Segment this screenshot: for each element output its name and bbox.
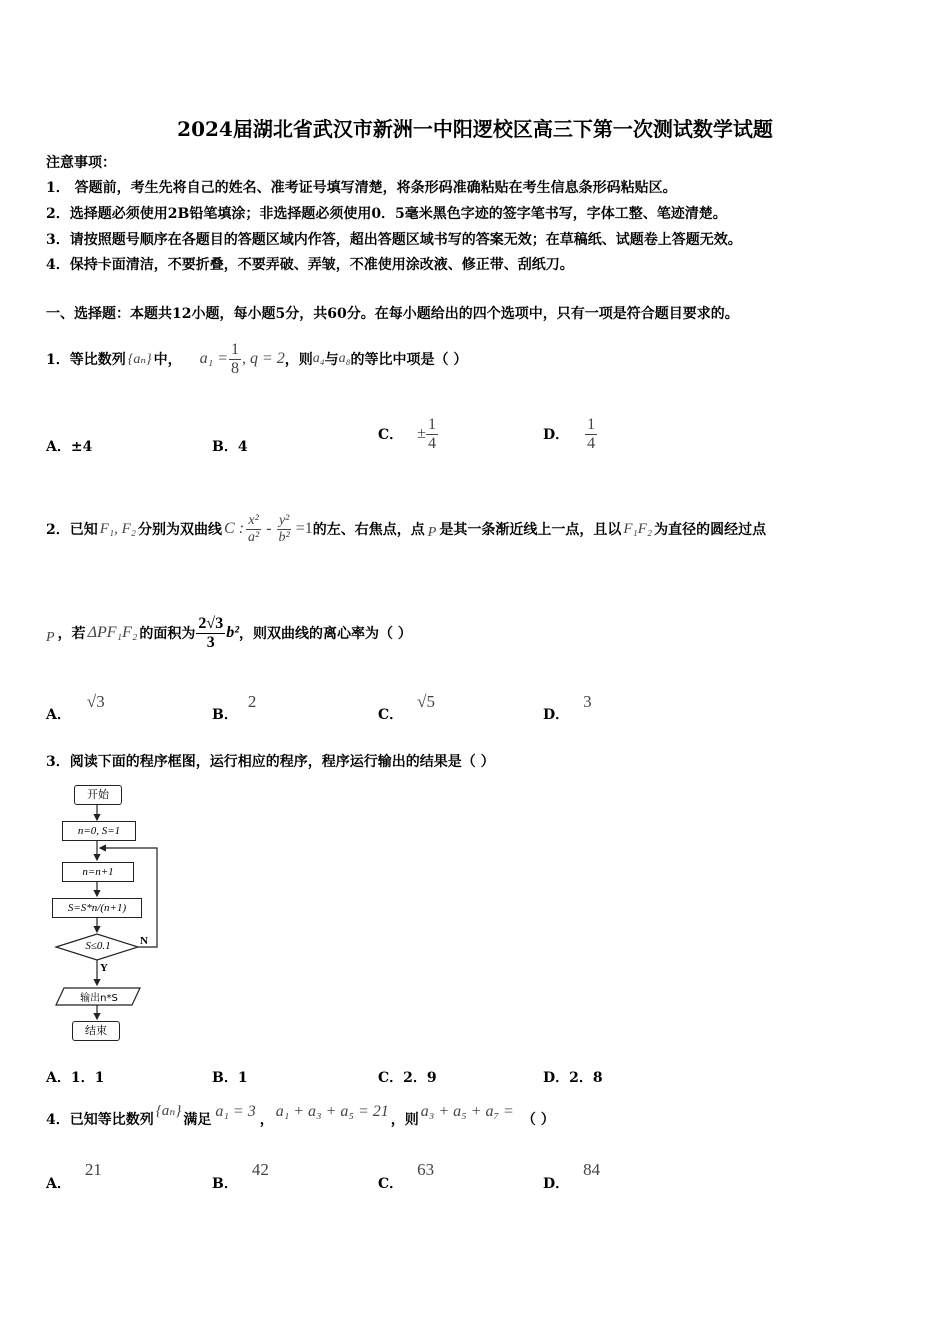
notes-header: 注意事项： bbox=[46, 155, 116, 171]
q3-option-a[interactable]: A．1．1 bbox=[46, 1070, 105, 1086]
q2-option-a[interactable] bbox=[46, 692, 105, 724]
q4-cond-2: a₁ + a₃ + a₅ = 21 bbox=[275, 1103, 389, 1120]
q1-a4: a₄ bbox=[312, 351, 325, 366]
note-item-3: 3．请按照题号顺序在各题目的答题区域内作答，超出答题区域书写的答案无效；在草稿纸、试题卷上答题无效。 bbox=[46, 232, 742, 248]
question-3: 3．阅读下面的程序框图，运行相应的程序，程序运行输出的结果是（ ） bbox=[46, 754, 495, 770]
q4-option-c-label: C． bbox=[378, 1176, 404, 1192]
q2-x-den: a² bbox=[248, 529, 260, 545]
q1-then: ，则 bbox=[284, 352, 313, 368]
q2-area-den: 3 bbox=[206, 633, 215, 651]
q1-option-d[interactable] bbox=[543, 412, 597, 456]
q2-area-b: b² bbox=[226, 624, 239, 641]
q4-option-d[interactable] bbox=[543, 1160, 600, 1193]
q2-option-d-value: 3 bbox=[583, 692, 592, 711]
q1-suffix: 的等比中项是（ ） bbox=[350, 352, 468, 368]
q1-option-c-label: C． bbox=[378, 427, 404, 443]
q2-option-a-label: A． bbox=[46, 707, 71, 723]
q1-mid: 中， bbox=[153, 352, 182, 368]
flow-no-label: N bbox=[140, 935, 148, 947]
page-title: 2024届湖北省武汉市新洲一中阳逻校区高三下第一次测试数学试题 bbox=[177, 117, 773, 141]
q2-option-c[interactable] bbox=[378, 692, 435, 724]
q4-option-c[interactable] bbox=[378, 1160, 434, 1193]
q2-p: P bbox=[427, 525, 437, 540]
question-1 bbox=[46, 338, 467, 380]
q2-t1: 分别为双曲线 bbox=[138, 522, 223, 538]
q1-option-d-label: D． bbox=[543, 427, 570, 443]
question-2 bbox=[46, 506, 766, 552]
q2-t2: 的左、右焦点，点 bbox=[312, 522, 425, 538]
q1-a8: a₈ bbox=[338, 351, 351, 366]
q2-eq1: =1 bbox=[295, 520, 313, 537]
q1-option-d-den: 4 bbox=[587, 434, 596, 452]
q2-x-frac bbox=[246, 514, 261, 545]
flowchart bbox=[50, 782, 170, 1044]
q2-line2-p: P bbox=[46, 630, 55, 645]
flow-increment: n=n+1 bbox=[62, 862, 134, 882]
q1-fraction bbox=[229, 342, 241, 377]
q4-cond-1: a₁ = 3 bbox=[215, 1103, 256, 1120]
q2-y-frac bbox=[277, 514, 292, 545]
q1-frac-num: 1 bbox=[230, 340, 239, 358]
q2-option-b-value: 2 bbox=[247, 692, 257, 711]
q1-option-d-frac bbox=[585, 417, 597, 452]
q1-option-b[interactable]: B．4 bbox=[212, 439, 248, 455]
q4-prefix: 4．已知等比数列 bbox=[46, 1112, 154, 1128]
flow-init: n=0, S=1 bbox=[62, 821, 136, 841]
q1-cond-b: , q = 2 bbox=[241, 350, 285, 367]
q1-option-c[interactable] bbox=[378, 412, 438, 456]
q2-option-b-label: B． bbox=[212, 707, 238, 723]
q4-t2: ，则 bbox=[390, 1112, 419, 1128]
note-item-2: 2．选择题必须使用2B铅笔填涂；非选择题必须使用0．5毫米黑色字迹的签字笔书写，字体工整、笔迹清楚。 bbox=[46, 206, 727, 222]
q3-option-b[interactable]: B．1 bbox=[212, 1070, 248, 1086]
q1-frac-den: 8 bbox=[230, 359, 239, 377]
note-item-1: 1． 答题前，考生先将自己的姓名、准考证号填写清楚，将条形码准确粘贴在考生信息条形码粘贴区。 bbox=[46, 180, 677, 196]
section-heading: 一、选择题：本题共12小题，每小题5分，共60分。在每小题给出的四个选项中，只有一项是符合题目要求的。 bbox=[46, 306, 739, 322]
q2-triangle: ΔPF₁F₂ bbox=[87, 624, 138, 641]
q3-option-d[interactable]: D．2．8 bbox=[543, 1070, 603, 1086]
q4-option-b-label: B． bbox=[212, 1176, 238, 1192]
q4-seq: {aₙ} bbox=[155, 1102, 182, 1119]
q2-t3: 是其一条渐近线上一点，且以 bbox=[439, 522, 622, 538]
q4-comma: ， bbox=[259, 1112, 274, 1128]
q3-option-c[interactable]: C．2．9 bbox=[378, 1070, 437, 1086]
q2-option-b[interactable] bbox=[212, 692, 256, 724]
question-2-line-2 bbox=[46, 606, 412, 660]
note-item-4: 4．保持卡面清洁，不要折叠，不要弄破、弄皱，不准使用涂改液、修正带、刮纸刀。 bbox=[46, 257, 574, 273]
flow-end: 结束 bbox=[72, 1021, 120, 1041]
q4-option-b[interactable] bbox=[212, 1160, 269, 1193]
q4-option-b-value: 42 bbox=[251, 1160, 269, 1179]
q2-prefix: 2．已知 bbox=[46, 522, 98, 538]
q2-option-c-label: C． bbox=[378, 707, 404, 723]
q4-suffix: （ ） bbox=[521, 1112, 555, 1128]
q4-option-a-label: A． bbox=[46, 1176, 71, 1192]
q1-option-c-den: 4 bbox=[427, 434, 436, 452]
q2-option-a-value: √3 bbox=[86, 692, 105, 711]
q2-area-frac bbox=[196, 616, 225, 651]
q2-line2-t2: 的面积为 bbox=[139, 626, 196, 642]
q2-t4: 为直径的圆经过点 bbox=[654, 522, 767, 538]
q4-option-d-value: 84 bbox=[583, 1160, 601, 1179]
q1-option-c-sign: ± bbox=[417, 425, 426, 442]
flow-start: 开始 bbox=[74, 785, 122, 805]
q2-f1f2: F₁, F₂ bbox=[99, 520, 137, 537]
q2-option-d-label: D． bbox=[543, 707, 570, 723]
q1-option-c-num: 1 bbox=[427, 415, 436, 433]
q1-option-d-num: 1 bbox=[587, 415, 596, 433]
q2-y-den: b² bbox=[278, 529, 290, 545]
q4-option-c-value: 63 bbox=[417, 1160, 435, 1179]
q2-option-c-value: √5 bbox=[417, 692, 435, 711]
q4-option-a[interactable] bbox=[46, 1160, 102, 1193]
q2-line2-t3: ，则双曲线的离心率为（ ） bbox=[238, 626, 412, 642]
q2-y-num: y² bbox=[278, 512, 290, 528]
flow-output: 输出n*S bbox=[80, 993, 118, 1004]
flow-update: S=S*n/(n+1) bbox=[52, 898, 142, 918]
q1-yu: 与 bbox=[324, 352, 339, 368]
q1-option-a[interactable]: A．±4 bbox=[46, 439, 93, 455]
q2-f1f2b: F₁F₂ bbox=[623, 520, 653, 537]
q2-area-num: 2√3 bbox=[198, 614, 224, 632]
q4-option-a-value: 21 bbox=[84, 1160, 102, 1179]
q2-curve-c: C : bbox=[224, 520, 245, 537]
q4-option-d-label: D． bbox=[543, 1176, 570, 1192]
q2-minus: - bbox=[266, 520, 272, 537]
flow-condition: S≤0.1 bbox=[85, 940, 111, 952]
question-4 bbox=[46, 1098, 555, 1140]
q1-option-c-frac bbox=[426, 417, 438, 452]
flow-yes-label: Y bbox=[100, 962, 108, 974]
q2-line2-t1: ，若 bbox=[57, 626, 86, 642]
q1-prefix: 1．等比数列 bbox=[46, 352, 126, 368]
q1-seq: {aₙ} bbox=[127, 351, 152, 367]
q4-cond-3: a₃ + a₅ + a₇ = bbox=[420, 1103, 514, 1120]
q4-t1: 满足 bbox=[183, 1112, 212, 1128]
q2-option-d[interactable] bbox=[543, 692, 592, 724]
q1-cond-a: a₁ = bbox=[199, 350, 228, 367]
q2-x-num: x² bbox=[248, 512, 259, 528]
